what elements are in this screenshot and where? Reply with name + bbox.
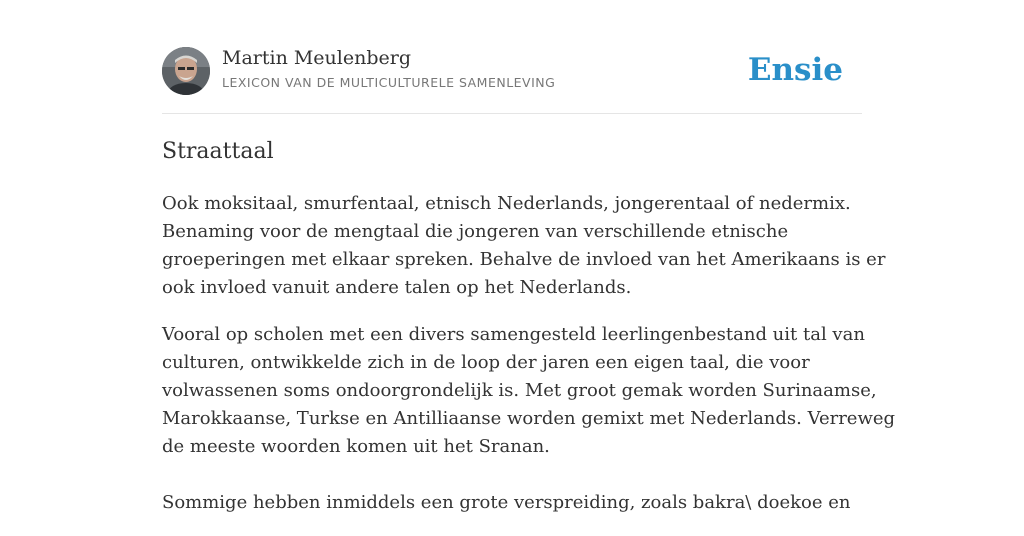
text-line: Ook moksitaal, smurfentaal, etnisch Nederlands, jongerentaal of nedermix. bbox=[162, 193, 851, 214]
text-line: ook invloed vanuit andere talen op het Nederlands. bbox=[162, 277, 632, 298]
text-line: Marokkaanse, Turkse en Antilliaanse worden gemixt met Nederlands. Verreweg bbox=[162, 408, 896, 429]
ensie-logo[interactable]: Ensie bbox=[747, 52, 843, 88]
author-name[interactable]: Martin Meulenberg bbox=[222, 47, 411, 69]
text-line: de meeste woorden komen uit het Sranan. bbox=[162, 436, 550, 457]
text-line: culturen, ontwikkelde zich in de loop der jaren een eigen taal, die voor bbox=[162, 352, 810, 373]
text-line: Vooral op scholen met een divers samengesteld leerlingenbestand uit tal van bbox=[162, 324, 865, 345]
paragraph-2 bbox=[162, 321, 896, 461]
text-line: volwassenen soms ondoorgrondelijk is. Met groot gemak worden Surinaamse, bbox=[162, 380, 877, 401]
header-divider bbox=[162, 113, 862, 114]
text-line: Benaming voor de mengtaal die jongeren van verschillende etnische bbox=[162, 221, 789, 242]
publication-name[interactable]: LEXICON VAN DE MULTICULTURELE SAMENLEVING bbox=[222, 75, 556, 90]
article-body bbox=[162, 190, 896, 536]
text-line: groeperingen met elkaar spreken. Behalve de invloed van het Amerikaans is er bbox=[162, 249, 886, 270]
article-header bbox=[162, 46, 862, 96]
paragraph-1 bbox=[162, 190, 886, 302]
text-line: Sommige hebben inmiddels een grote verspreiding, zoals bakra\ doekoe en bbox=[162, 492, 851, 513]
page-title: Straattaal bbox=[162, 139, 274, 164]
paragraph-3 bbox=[162, 489, 862, 517]
author-avatar[interactable] bbox=[162, 47, 210, 95]
author-photo-icon bbox=[162, 47, 210, 95]
